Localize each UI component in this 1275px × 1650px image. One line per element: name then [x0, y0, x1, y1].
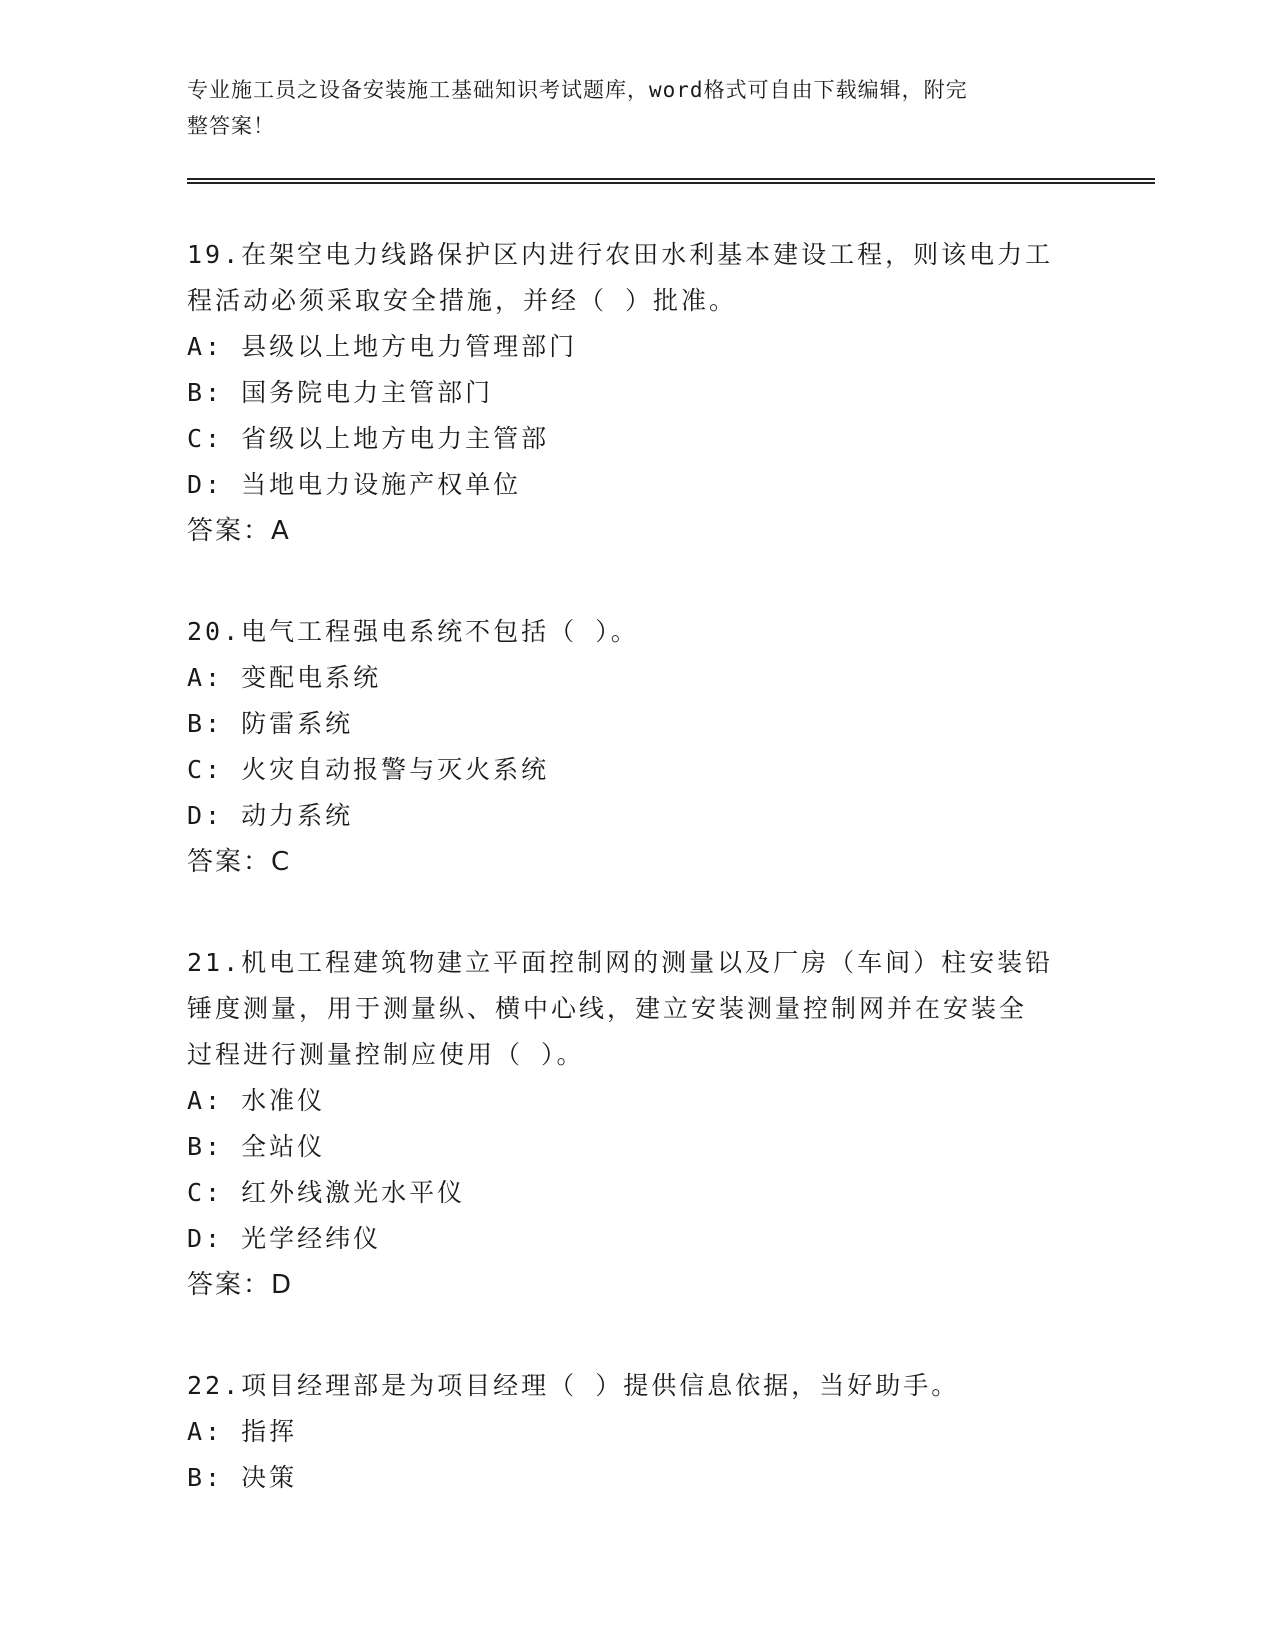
- header-divider: [187, 178, 1155, 184]
- question-stem: [187, 232, 1087, 324]
- option-a: A: 县级以上地方电力管理部门: [187, 332, 578, 361]
- question-list: [187, 232, 1087, 1556]
- answer: 答案：C: [187, 847, 292, 877]
- question-stem: [187, 609, 1087, 655]
- document-header: [187, 72, 1067, 144]
- question-stem-line: 锤度测量，用于测量纵、横中心线，建立安装测量控制网并在安装全: [187, 994, 1028, 1023]
- question-stem-line: 过程进行测量控制应使用（ ）。: [187, 1040, 585, 1069]
- question-19: [187, 232, 1087, 554]
- document-page: [187, 0, 1147, 1650]
- header-line-1: 专业施工员之设备安装施工基础知识考试题库，word格式可自由下载编辑，附完: [187, 78, 968, 102]
- question-stem-line: 20.电气工程强电系统不包括（ ）。: [187, 617, 639, 646]
- option-b: B: 决策: [187, 1463, 298, 1492]
- option-c: C: 火灾自动报警与灭火系统: [187, 755, 550, 784]
- header-line-2: 整答案！: [187, 114, 275, 138]
- option-a: A: 指挥: [187, 1417, 298, 1446]
- option-c: C: 红外线激光水平仪: [187, 1178, 466, 1207]
- option-d: D: 动力系统: [187, 801, 354, 830]
- question-stem-line: 程活动必须采取安全措施，并经（ ）批准。: [187, 286, 738, 315]
- option-a: A: 水准仪: [187, 1086, 326, 1115]
- question-stem-line: 22.项目经理部是为项目经理（ ）提供信息依据，当好助手。: [187, 1371, 960, 1400]
- answer: 答案：A: [187, 516, 291, 546]
- option-b: B: 防雷系统: [187, 709, 354, 738]
- option-b: B: 国务院电力主管部门: [187, 378, 494, 407]
- option-b: B: 全站仪: [187, 1132, 326, 1161]
- option-d: D: 当地电力设施产权单位: [187, 470, 522, 499]
- question-20: [187, 609, 1087, 885]
- question-stem-line: 19.在架空电力线路保护区内进行农田水利基本建设工程，则该电力工: [187, 240, 1054, 269]
- question-stem: [187, 1363, 1087, 1409]
- question-stem-line: 21.机电工程建筑物建立平面控制网的测量以及厂房（车间）柱安装铅: [187, 948, 1054, 977]
- answer: 答案：D: [187, 1270, 294, 1300]
- option-c: C: 省级以上地方电力主管部: [187, 424, 550, 453]
- option-a: A: 变配电系统: [187, 663, 382, 692]
- question-22: [187, 1363, 1087, 1501]
- question-21: [187, 940, 1087, 1308]
- option-d: D: 光学经纬仪: [187, 1224, 382, 1253]
- question-stem: [187, 940, 1087, 1078]
